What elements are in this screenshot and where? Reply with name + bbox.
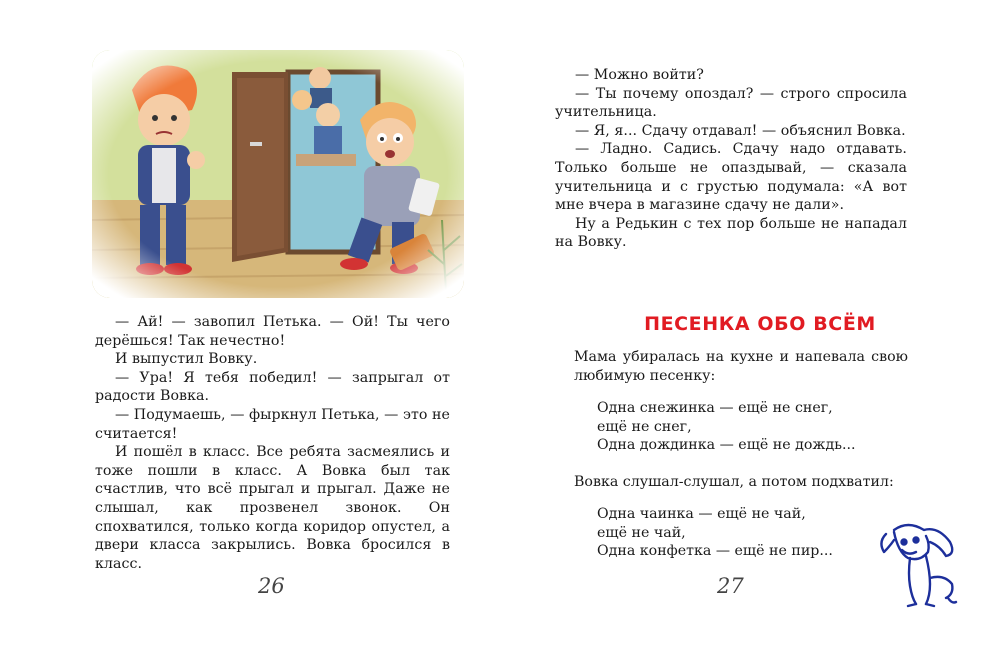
- mid-paragraph: Вовка слушал-слушал, а потом подхватил:: [574, 474, 894, 490]
- paragraph: — Ай! — завопил Петька. — Ой! Ты чего дерёшься! Так нечестно!: [95, 314, 450, 349]
- page-number-left: 26: [258, 574, 285, 598]
- right-story-text: [555, 66, 907, 252]
- verse-line: ещё не чай,: [597, 524, 686, 541]
- left-story-text: [95, 313, 450, 573]
- intro-paragraph: [574, 348, 908, 385]
- paragraph: И выпустил Вовку.: [115, 351, 258, 368]
- right-page: [500, 0, 1000, 647]
- paragraph: Мама убиралась на кухне и напевала свою любимую песенку:: [574, 349, 908, 384]
- verse-line: Одна чаинка — ещё не чай,: [597, 506, 806, 522]
- paragraph: — Ладно. Садись. Сдачу надо отдавать. Только больше не опаздывай, — сказала учительница и с грустью подумала: «А вот мне вчера в магазине сдачу не дали».: [555, 141, 907, 214]
- classroom-door-illustration: [92, 50, 464, 298]
- verse-line: Одна снежинка — ещё не снег,: [597, 400, 833, 416]
- song-verse-2: [597, 505, 833, 561]
- verse-line: ещё не снег,: [597, 418, 692, 435]
- page-number-right: 27: [717, 574, 744, 598]
- dog-doodle-icon: [868, 512, 968, 612]
- paragraph: — Я, я... Сдачу отдавал! — объяснил Вовка.: [575, 122, 906, 139]
- verse-line: Одна конфетка — ещё не пир...: [597, 543, 833, 560]
- paragraph: — Ты почему опоздал? — строго спросила учительница.: [555, 85, 907, 121]
- verse-line: Одна дождинка — ещё не дождь...: [597, 437, 856, 454]
- paragraph: — Подумаешь, — фыркнул Петька, — это не считается!: [95, 406, 450, 442]
- paragraph: — Ура! Я тебя победил! — запрыгал от радости Вовка.: [95, 369, 450, 405]
- paragraph: И пошёл в класс. Все ребята засмеялись и тоже пошли в класс. А Вовка был так счастлив, что всё прыгал и прыгал. Даже не слышал, как прозвенел звонок. Он спохватился, только когда коридор опустел, а двери класса закрылись. Вовка бросился в класс.: [95, 444, 450, 572]
- paragraph: Ну а Редькин с тех пор больше не нападал на Вовку.: [555, 215, 907, 251]
- chapter-title: ПЕСЕНКА ОБО ВСЁМ: [644, 313, 876, 335]
- illustration-image: [92, 50, 464, 298]
- paragraph: — Можно войти?: [575, 67, 704, 83]
- song-verse-1: [597, 399, 855, 455]
